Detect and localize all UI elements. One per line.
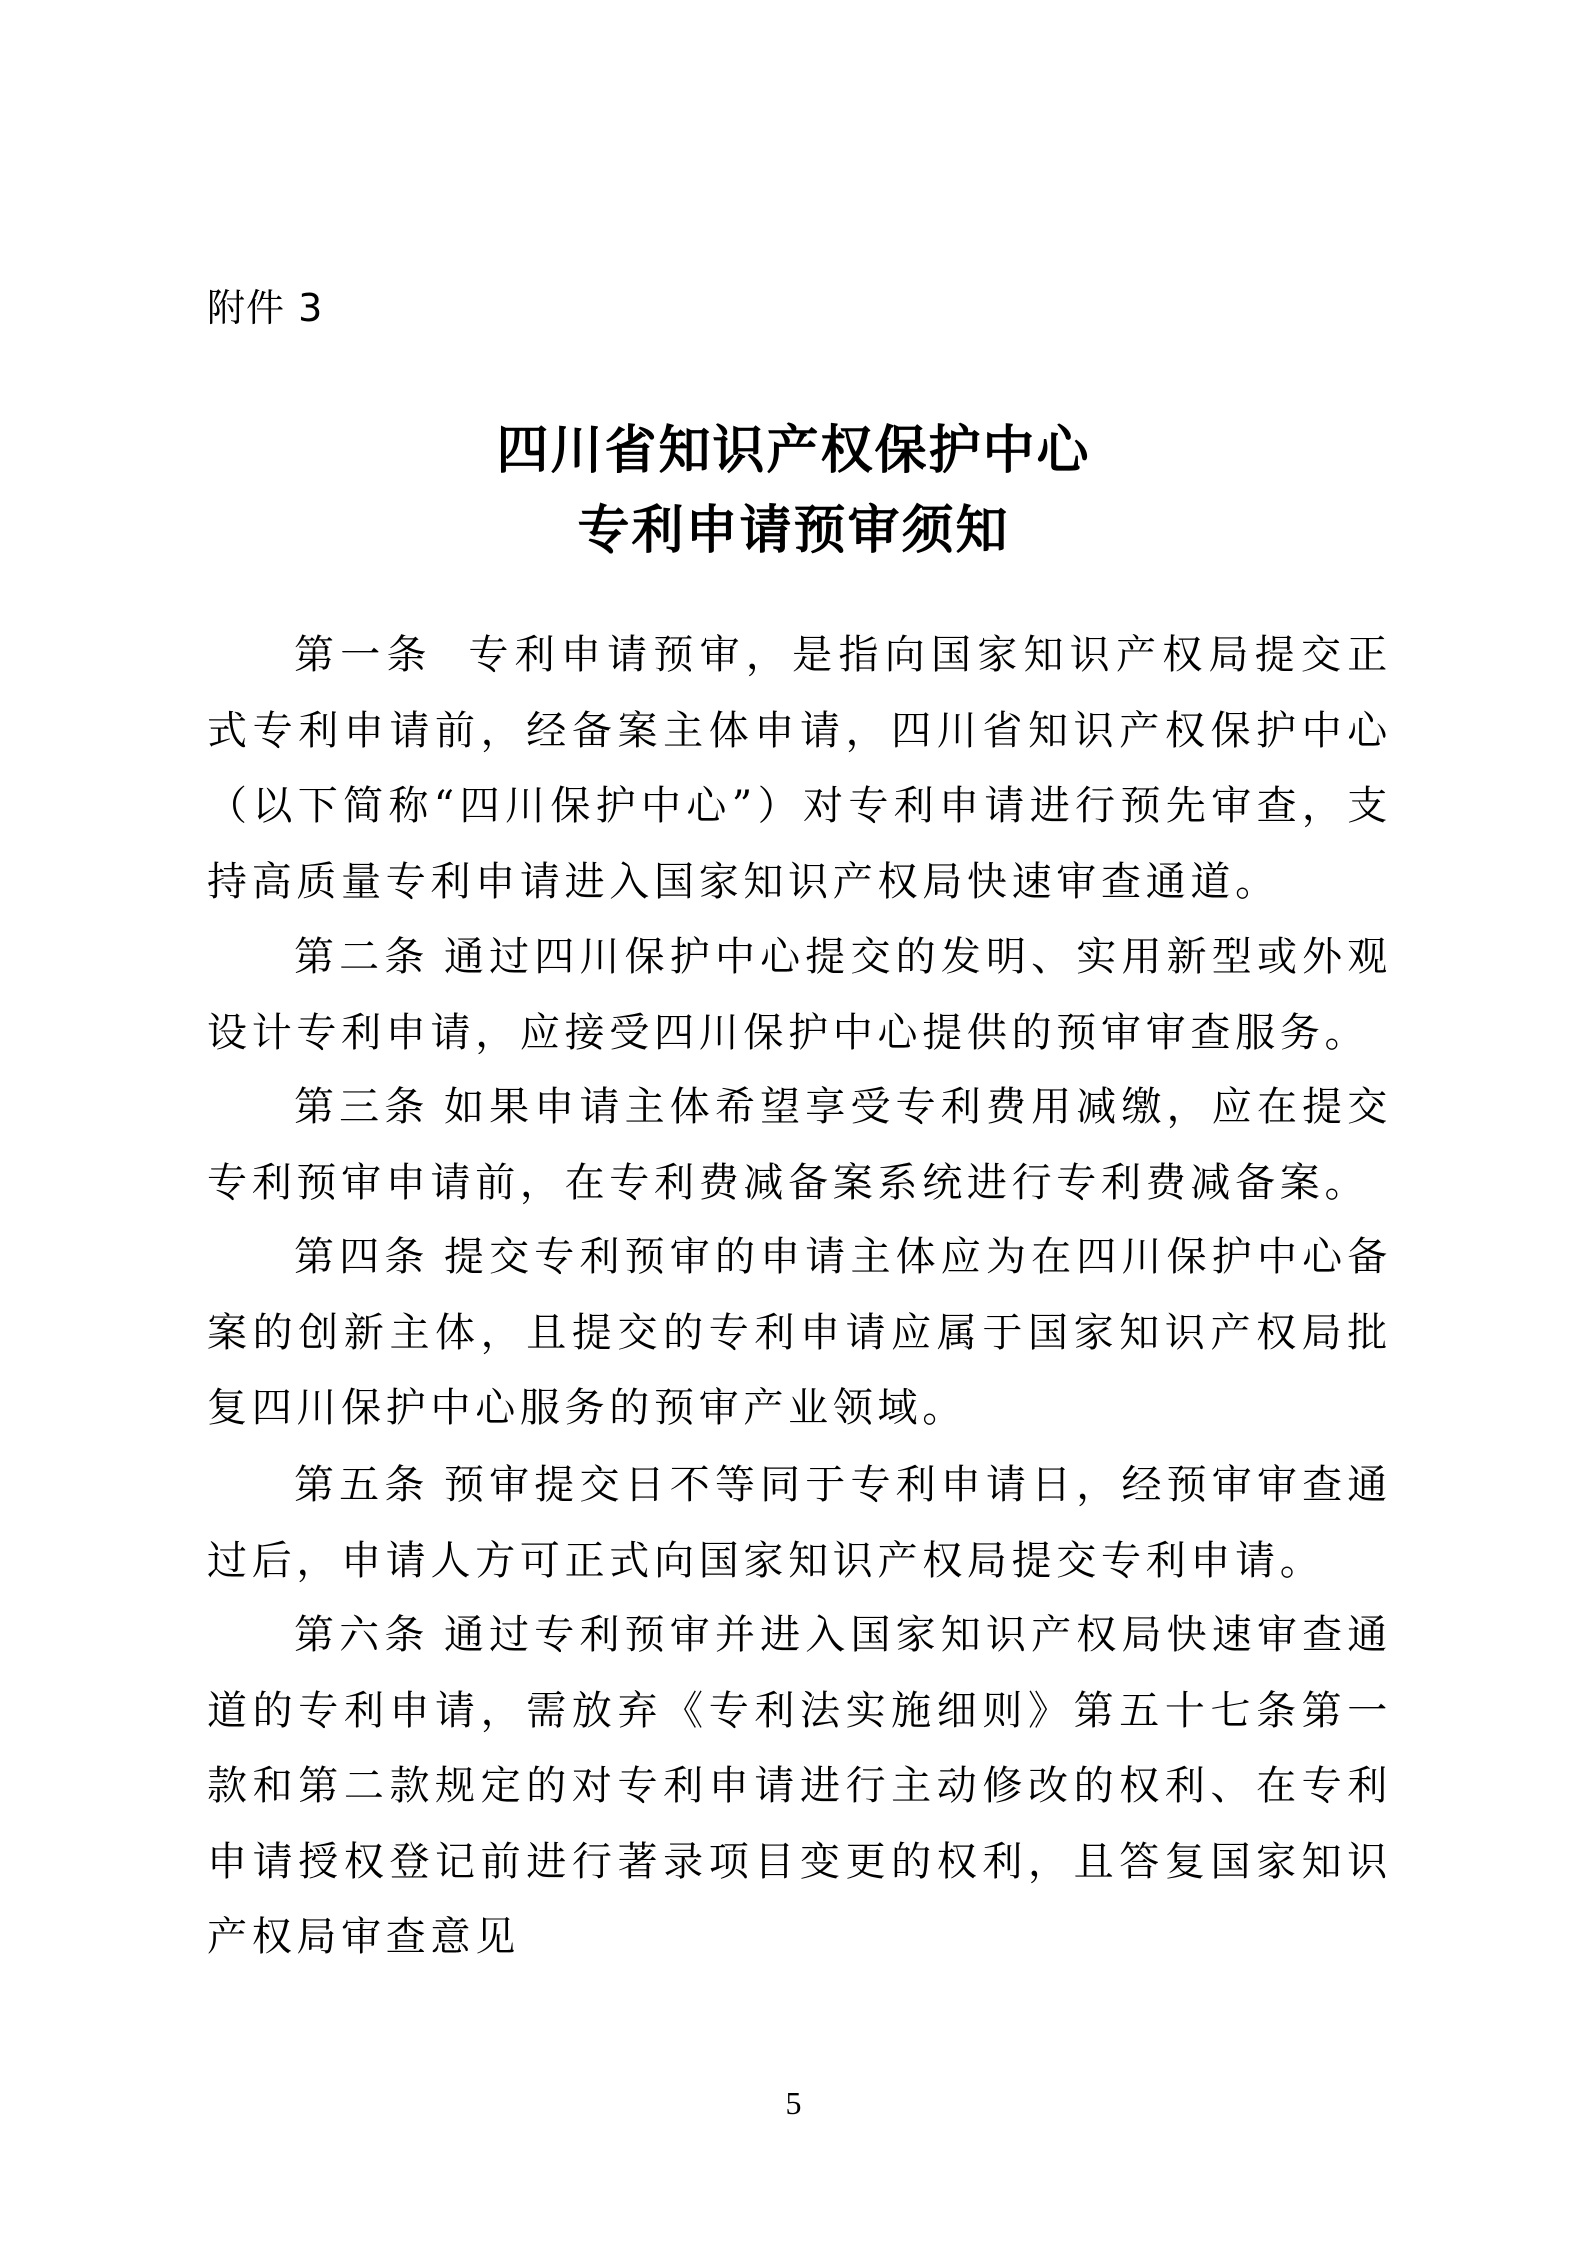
article-3-text: 如果申请主体希望享受专利费用减缴，应在提交专利预审申请前，在专利费减备案系统进行专利费减备案。 — [207, 1084, 1392, 1206]
page-number: 5 — [785, 2085, 802, 2121]
document-title-line-1: 四川省知识产权保护中心 — [496, 420, 1091, 481]
article-4-text: 提交专利预审的申请主体应为在四川保护中心备案的创新主体，且提交的专利申请应属于国家知识产权局批复四川保护中心服务的预审产业领域。 — [207, 1234, 1392, 1431]
attachment-label: 附件 3 — [207, 286, 324, 330]
article-4 — [207, 1220, 1392, 1447]
article-1 — [207, 618, 1392, 920]
article-1-heading: 第一条 — [294, 632, 433, 678]
article-5-heading: 第五条 — [294, 1462, 430, 1508]
article-5 — [207, 1448, 1392, 1599]
article-2-heading: 第二条 — [294, 934, 430, 980]
article-6 — [207, 1598, 1392, 1976]
article-4-heading: 第四条 — [294, 1234, 430, 1280]
article-1-text: 专利申请预审，是指向国家知识产权局提交正式专利申请前，经备案主体申请，四川省知识产权保护中心（以下简称“四川保护中心”）对专利申请进行预先审查，支持高质量专利申请进入国家知识产权局快速审查通道。 — [207, 632, 1393, 905]
article-6-text: 通过专利预审并进入国家知识产权局快速审查通道的专利申请，需放弃《专利法实施细则》第五十七条第一款和第二款规定的对专利申请进行主动修改的权利、在专利申请授权登记前进行著录项目变更的权利，且答复国家知识产权局审查意见 — [207, 1612, 1392, 1960]
article-3 — [207, 1070, 1392, 1221]
article-2 — [207, 920, 1392, 1071]
article-6-heading: 第六条 — [294, 1612, 430, 1658]
document-title-line-2: 专利申请预审须知 — [577, 500, 1010, 561]
article-2-text: 通过四川保护中心提交的发明、实用新型或外观设计专利申请，应接受四川保护中心提供的预审审查服务。 — [207, 934, 1392, 1056]
article-5-text: 预审提交日不等同于专利申请日，经预审审查通过后，申请人方可正式向国家知识产权局提交专利申请。 — [207, 1462, 1392, 1584]
article-3-heading: 第三条 — [294, 1084, 430, 1130]
